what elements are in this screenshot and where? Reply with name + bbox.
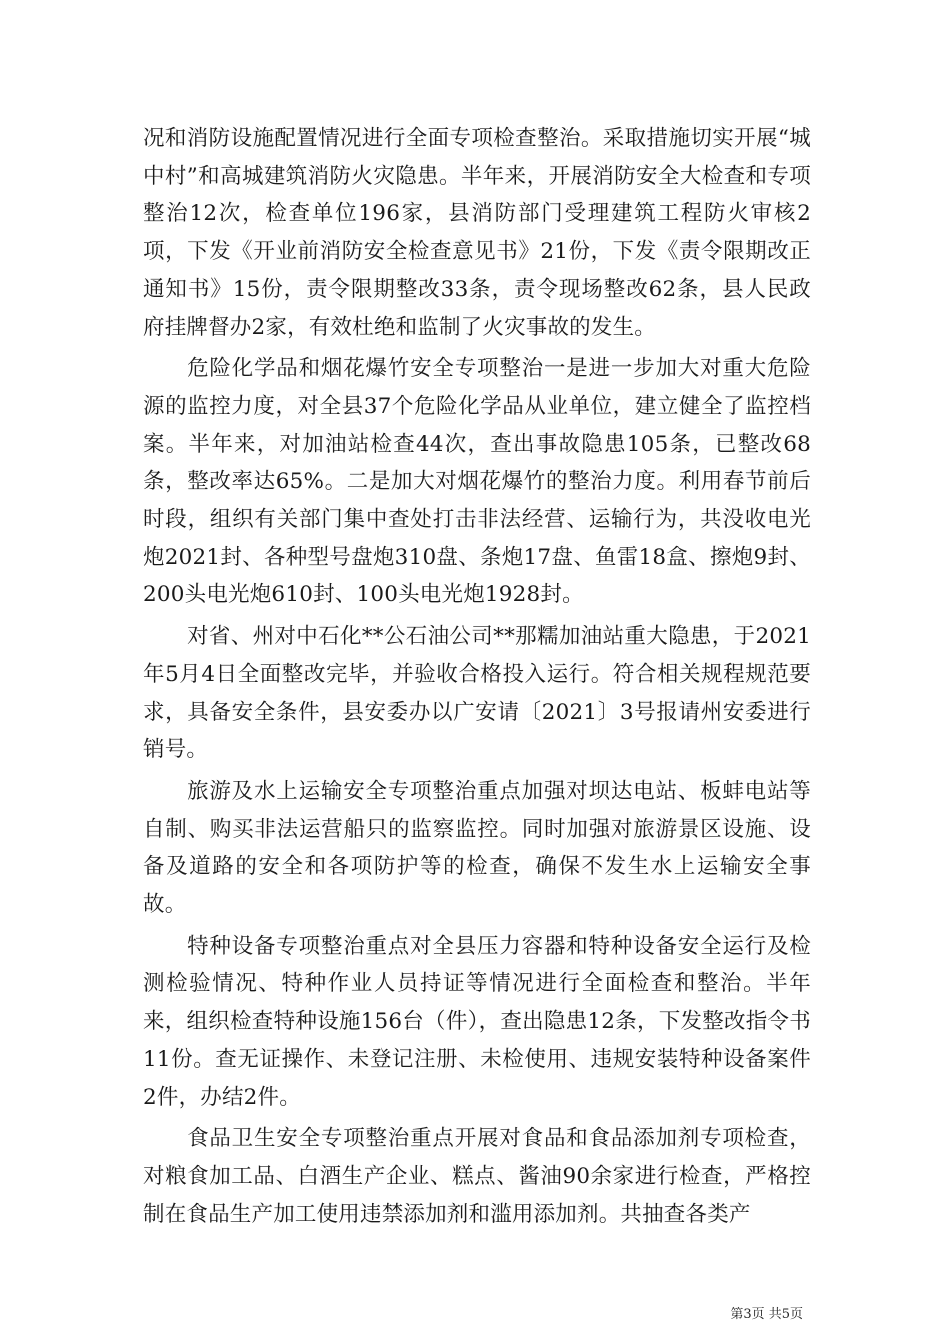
document-body [143, 120, 811, 1233]
paragraph-special-equipment: 特种设备专项整治重点对全县压力容器和特种设备安全运行及检测检验情况、特种作业人员持证等情况进行全面检查和整治。半年来，组织检查特种设施156台（件），查出隐患12条，下发整改指令书11份。查无证操作、未登记注册、未检使用、违规安装特种设备案件2件，办结2件。 [143, 933, 811, 1110]
paragraph-food-safety: 食品卫生安全专项整治重点开展对食品和食品添加剂专项检查，对粮食加工品、白酒生产企业、糕点、酱油90余家进行检查，严格控制在食品生产加工使用违禁添加剂和滥用添加剂。共抽查各类产 [143, 1126, 811, 1227]
page-number: 第3页 共5页 [730, 1307, 803, 1322]
paragraph-fire-safety-continued: 况和消防设施配置情况进行全面专项检查整治。采取措施切实开展“城中村”和高城建筑消防火灾隐患。半年来，开展消防安全大检查和专项整治12次，检查单位196家，县消防部门受理建筑工程防火审核2项，下发《开业前消防安全检查意见书》21份，下发《责令限期改正通知书》15份，责令限期整改33条，责令现场整改62条，县人民政府挂牌督办2家，有效杜绝和监制了火灾事故的发生。 [143, 126, 811, 340]
paragraph-tourism-water-transport: 旅游及水上运输安全专项整治重点加强对坝达电站、板蚌电站等自制、购买非法运营船只的监察监控。同时加强对旅游景区设施、设备及道路的安全和各项防护等的检查，确保不发生水上运输安全事故。 [143, 778, 811, 918]
paragraph-hazardous-chemicals: 危险化学品和烟花爆竹安全专项整治一是进一步加大对重大危险源的监控力度，对全县37个危险化学品从业单位，建立健全了监控档案。半年来，对加油站检查44次，查出事故隐患105条，已整改68条，整改率达65%。二是加大对烟花爆竹的整治力度。利用春节前后时段，组织有关部门集中查处打击非法经营、运输行为，共没收电光炮2021封、各种型号盘炮310盘、条炮17盘、鱼雷18盒、擦炮9封、200头电光炮610封、100头电光炮1928封。 [143, 356, 811, 608]
paragraph-gas-station-rectification: 对省、州对中石化**公石油公司**那糯加油站重大隐患，于2021年5月4日全面整改完毕，并验收合格投入运行。符合相关规程规范要求，具备安全条件，县安委办以广安请〔2021〕3号报请州安委进行销号。 [143, 624, 811, 763]
